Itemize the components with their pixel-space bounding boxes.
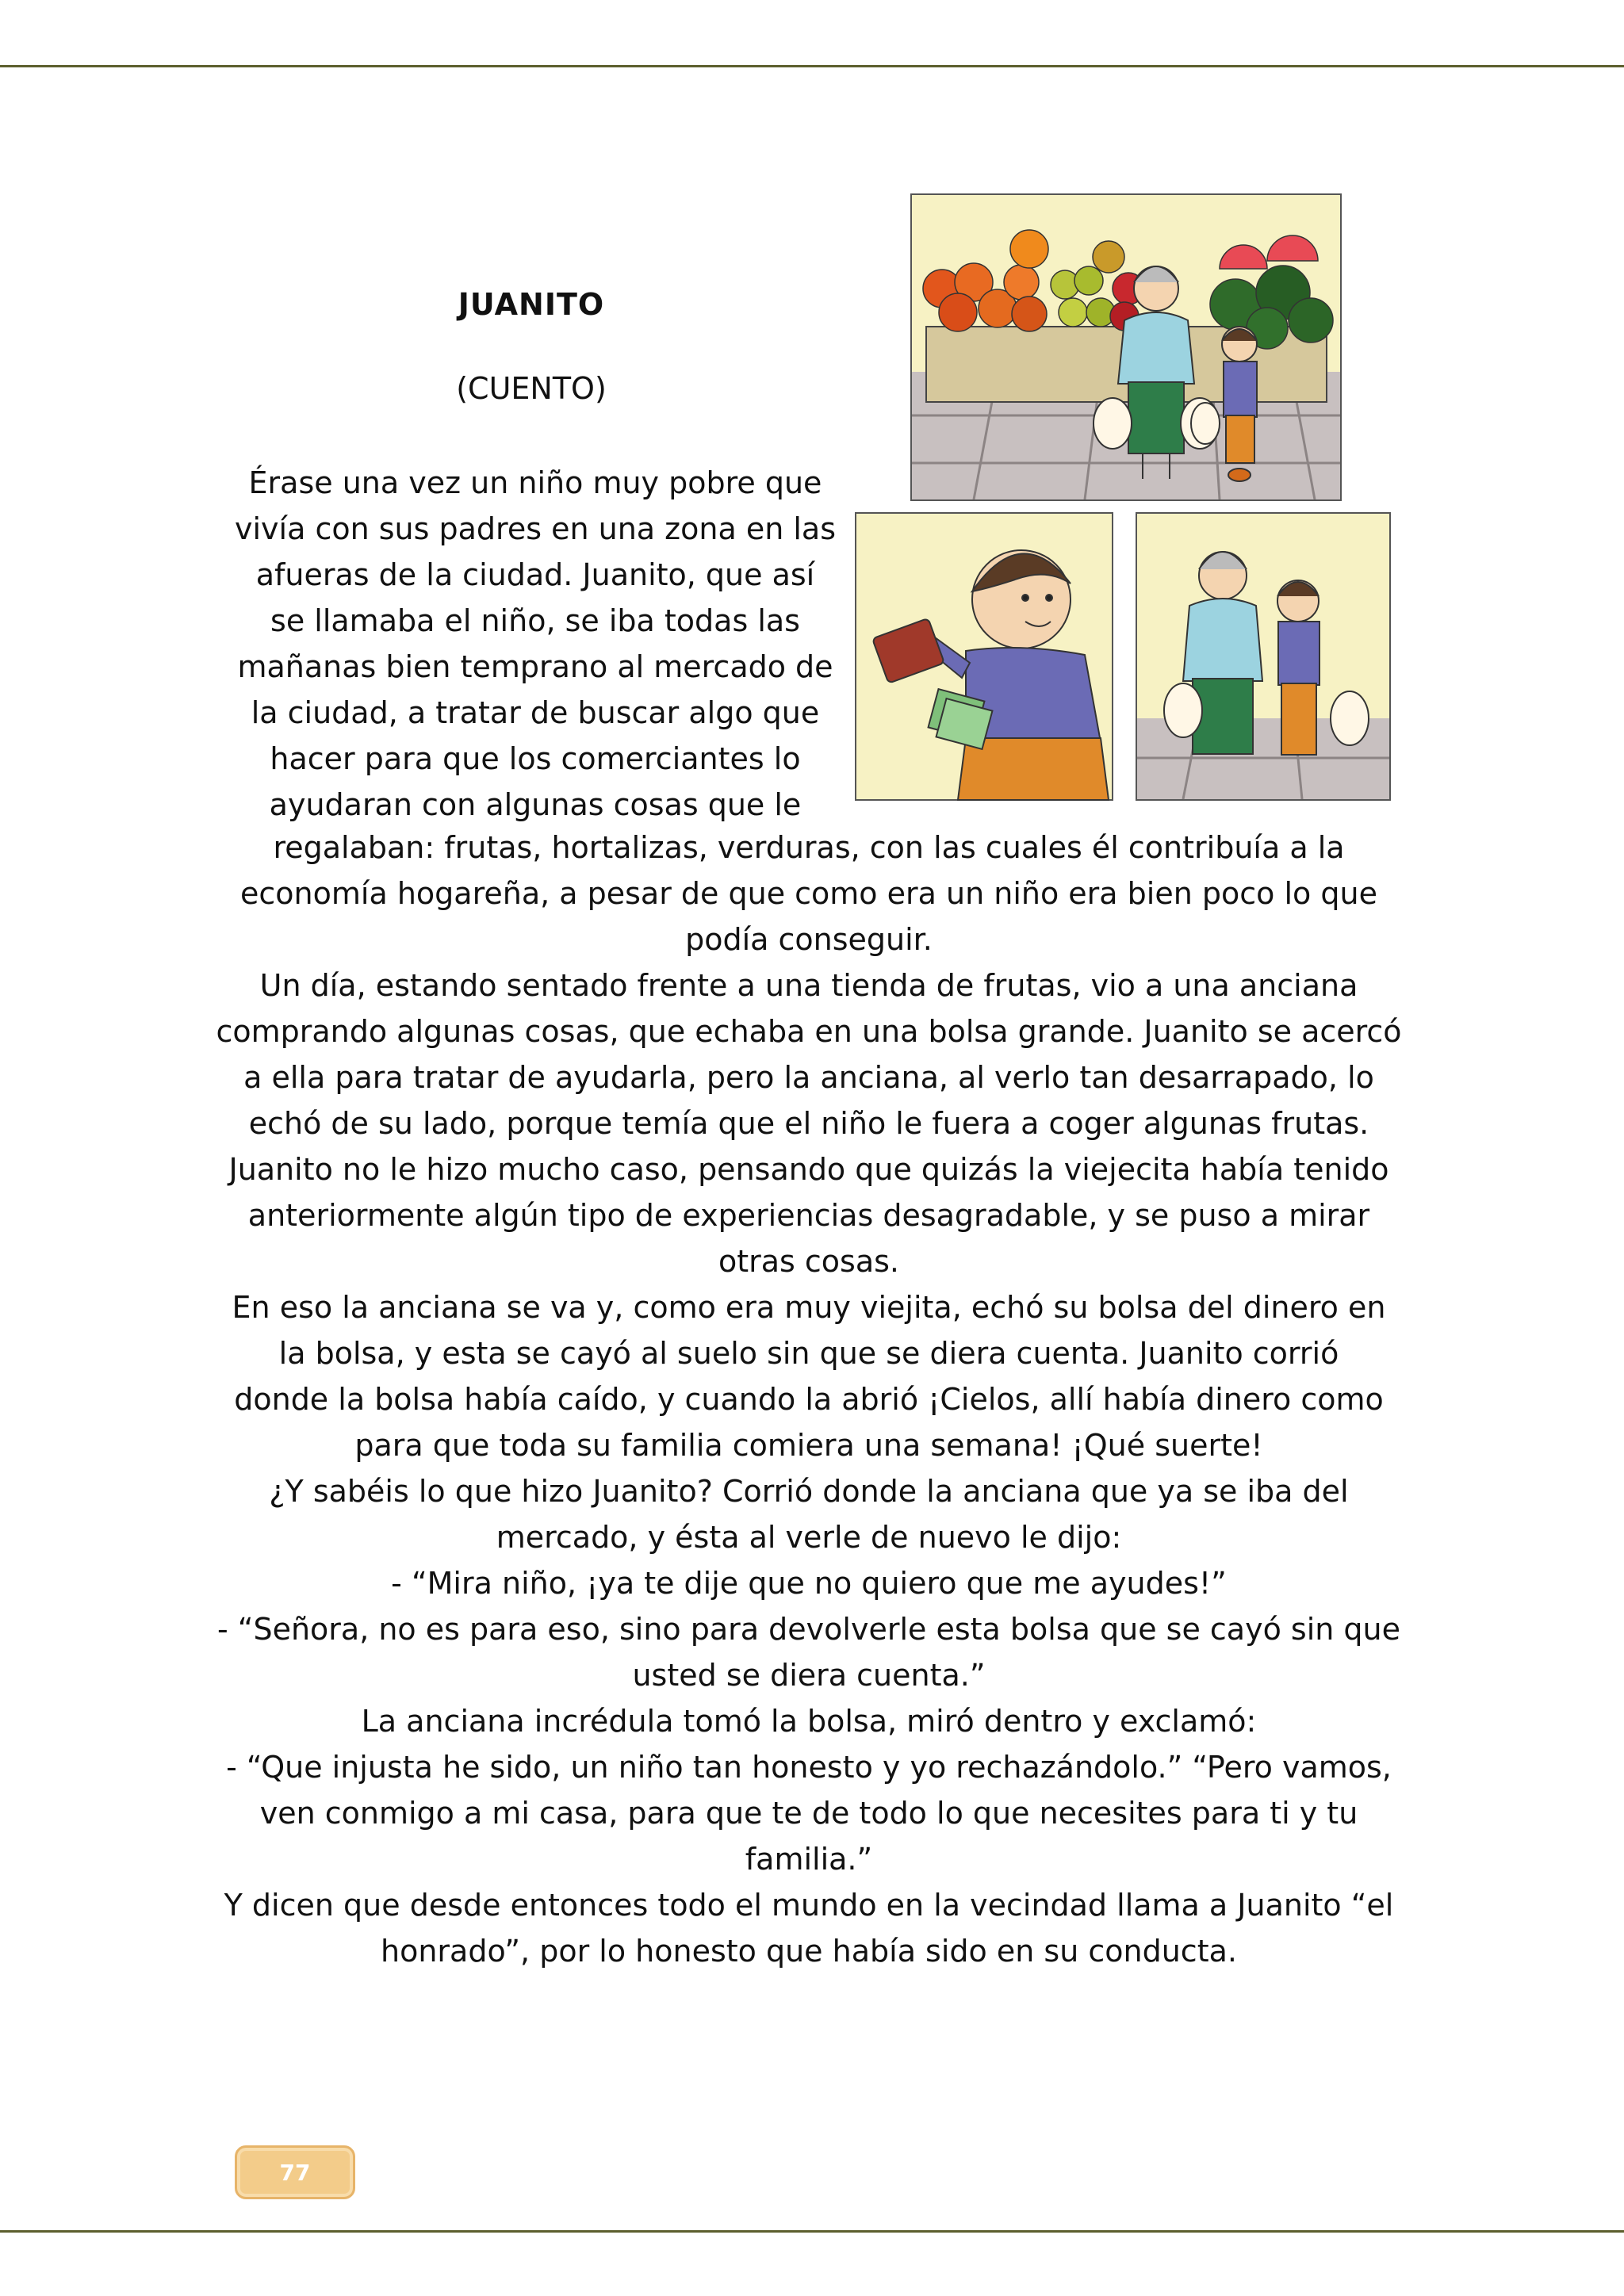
text-line: - “Mira niño, ¡ya te dije que no quiero que me ayudes!” (391, 1566, 1227, 1601)
page-number-badge: 77 (235, 2145, 355, 2199)
text-line: mercado, y ésta al verle de nuevo le dijo: (496, 1520, 1122, 1555)
text-line: a ella para tratar de ayudarla, pero la anciana, al verlo tan desarrapado, lo (243, 1060, 1374, 1095)
text-line: la ciudad, a tratar de buscar algo que (251, 695, 820, 730)
text-line: ayudaran con algunas cosas que le (269, 787, 802, 822)
text-line: honrado”, por lo honesto que había sido en su conducta. (381, 1934, 1237, 1969)
text-line: se llamaba el niño, se iba todas las (270, 603, 800, 638)
story-subtitle: (CUENTO) (456, 371, 607, 406)
text-line: mañanas bien temprano al mercado de (237, 649, 833, 684)
intro-paragraph (222, 460, 848, 828)
text-line: Un día, estando sentado frente a una tienda de frutas, vio a una anciana (259, 968, 1358, 1003)
text-line: usted se diera cuenta.” (632, 1658, 986, 1693)
text-line: comprando algunas cosas, que echaba en una bolsa grande. Juanito se acercó (216, 1014, 1402, 1049)
text-line: economía hogareña, a pesar de que como era un niño era bien poco lo que (240, 876, 1377, 911)
text-line: Érase una vez un niño muy pobre que (248, 465, 822, 500)
story-title: JUANITO (458, 287, 605, 322)
text-line: - “Señora, no es para eso, sino para devolverle esta bolsa que se cayó sin que (216, 1612, 1401, 1647)
text-line: En eso la anciana se va y, como era muy viejita, echó su bolsa del dinero en (232, 1290, 1386, 1325)
text-line: regalaban: frutas, hortalizas, verduras, con las cuales él contribuía a la (273, 830, 1345, 865)
text-line: afueras de la ciudad. Juanito, que así (255, 557, 815, 592)
text-line: - “Que injusta he sido, un niño tan honesto y yo rechazándolo.” “Pero vamos, (226, 1750, 1392, 1785)
text-line: anteriormente algún tipo de experiencias desagradable, y se puso a mirar (247, 1198, 1370, 1233)
text-line: ven conmigo a mi casa, para que te de todo lo que necesites para ti y tu (259, 1796, 1358, 1831)
text-line: la bolsa, y esta se cayó al suelo sin que se diera cuenta. Juanito corrió (278, 1336, 1339, 1371)
text-line: ¿Y sabéis lo que hizo Juanito? Corrió donde la anciana que ya se iba del (269, 1474, 1349, 1509)
top-rule (0, 65, 1624, 67)
text-line: podía conseguir. (685, 922, 933, 957)
text-line: Juanito no le hizo mucho caso, pensando que quizás la viejecita había tenido (228, 1152, 1389, 1187)
text-line: Y dicen que desde entonces todo el mundo en la vecindad llama a Juanito “el (224, 1888, 1394, 1923)
text-line: otras cosas. (718, 1244, 900, 1279)
text-line: donde la bolsa había caído, y cuando la abrió ¡Cielos, allí había dinero como (234, 1382, 1384, 1417)
text-line: La anciana incrédula tomó la bolsa, miró dentro y exclamó: (361, 1704, 1257, 1739)
lady-and-boy-illustration (1136, 512, 1391, 801)
text-line: vivía con sus padres en una zona en las (235, 511, 836, 546)
text-line: hacer para que los comerciantes lo (270, 741, 801, 776)
boy-with-wallet-illustration (855, 512, 1113, 801)
bottom-rule (0, 2230, 1624, 2233)
text-line: para que toda su familia comiera una semana! ¡Qué suerte! (354, 1428, 1263, 1463)
text-line: familia.” (745, 1842, 873, 1877)
text-line: echó de su lado, porque temía que el niño le fuera a coger algunas frutas. (248, 1106, 1369, 1141)
story-body (206, 825, 1411, 1974)
market-stall-illustration (910, 193, 1342, 501)
